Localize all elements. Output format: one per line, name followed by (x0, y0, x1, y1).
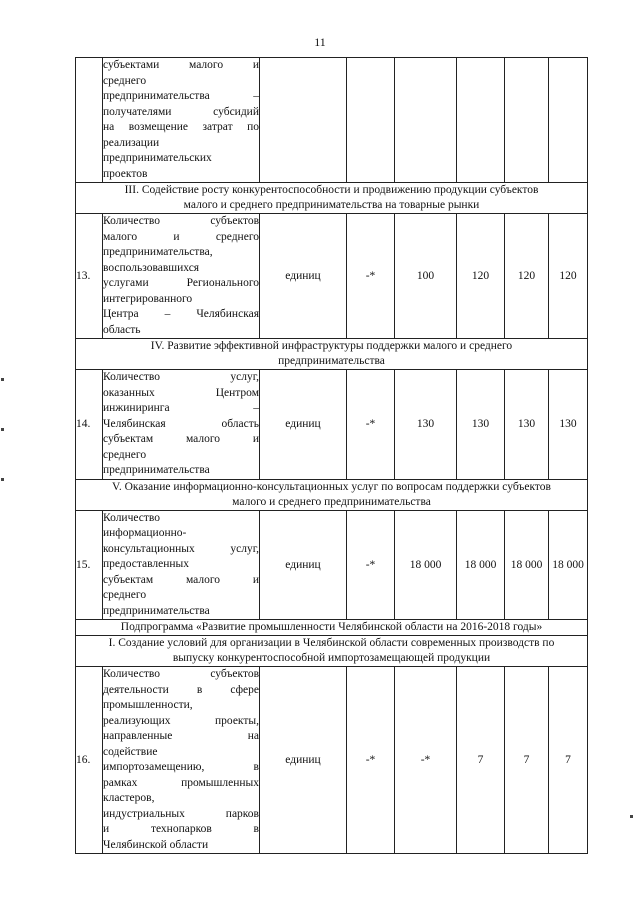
indicator-name-line: среднего (103, 448, 147, 461)
row-number-cell (76, 58, 103, 183)
indicator-name-line: предпринимательства – (103, 90, 259, 102)
indicator-name-line: рамках промышленных (103, 776, 259, 789)
indicator-name-line: область (103, 323, 141, 336)
indicator-name-line: содействие (103, 745, 158, 758)
value-cell: 120 (457, 214, 505, 339)
section-header-line: малого и среднего предпринимательства на товарные рынки (183, 199, 480, 211)
indicator-name-line: индустриальных парков (103, 807, 259, 820)
scan-mark (630, 815, 633, 818)
unit-cell: единиц (260, 667, 347, 854)
value-cell: 130 (505, 370, 549, 480)
indicator-name-line: малого и среднего (103, 230, 259, 243)
value-cell (347, 58, 395, 183)
indicator-name-line: Челябинской области (103, 838, 209, 851)
value-cell: 130 (549, 370, 588, 480)
section-header-line: I. Создание условий для организации в Челябинской области современных производств по (108, 637, 555, 649)
row-number-cell: 15. (76, 510, 103, 620)
indicator-name-cell (103, 510, 260, 620)
section-header-row (76, 339, 588, 370)
row-number-cell: 14. (76, 370, 103, 480)
section-header-cell (76, 636, 588, 667)
indicator-name-line: на возмещение затрат по (103, 121, 259, 133)
indicator-name-line: реализующих проекты, (103, 714, 259, 727)
value-cell: 18 000 (457, 510, 505, 620)
indicator-name-line: консультационных услуг, (103, 542, 259, 555)
value-cell: 7 (457, 667, 505, 854)
value-cell: 130 (457, 370, 505, 480)
page-number: 11 (314, 35, 326, 49)
indicator-name-line: информационно- (103, 527, 187, 539)
indicator-name-cell (103, 370, 260, 480)
value-cell (457, 58, 505, 183)
indicator-name-line: инжиниринга – (103, 402, 259, 414)
section-header-line: III. Содействие росту конкурентоспособности и продвижению продукции субъектов (124, 184, 539, 196)
indicator-name-line: получателями субсидий (103, 105, 259, 118)
section-header-row (76, 636, 588, 667)
indicator-name-line: и технопарков в (103, 823, 259, 835)
indicator-name-line: Количество субъектов (103, 668, 259, 680)
value-cell: -* (347, 510, 395, 620)
section-header-cell (76, 183, 588, 214)
indicator-name-line: Центра – Челябинская (103, 308, 259, 320)
section-header-row (76, 183, 588, 214)
indicator-name-cell (103, 667, 260, 854)
indicator-name-line: реализации (103, 136, 160, 149)
unit-cell: единиц (260, 370, 347, 480)
section-header-cell (76, 339, 588, 370)
indicator-name-line: Количество услуг, (103, 371, 259, 383)
indicator-name-line: промышленности, (103, 699, 193, 711)
indicator-name-line: предпринимательства (103, 464, 210, 476)
indicator-name-cell (103, 58, 260, 183)
unit-cell: единиц (260, 214, 347, 339)
value-cell: 120 (505, 214, 549, 339)
value-cell: 7 (549, 667, 588, 854)
indicator-name-line: предоставленных (103, 558, 190, 570)
indicator-name-line: кластеров, (103, 792, 155, 804)
value-cell: 7 (505, 667, 549, 854)
section-header-line: предпринимательства (278, 355, 385, 367)
indicator-name-line: направленные на (103, 730, 259, 742)
indicator-name-line: предпринимательства, (103, 246, 213, 258)
indicator-name-line: субъектами малого и (103, 59, 259, 71)
subprogram-title: Подпрограмма «Развитие промышленности Челябинской области на 2016-2018 годы» (120, 621, 543, 633)
indicator-name-line: предпринимательских (103, 152, 212, 164)
indicator-name-line: Количество (103, 511, 160, 524)
value-cell (549, 58, 588, 183)
indicator-name-line: деятельности в сфере (103, 683, 259, 696)
value-cell: 18 000 (395, 510, 457, 620)
indicator-name-line: субъектам малого и (103, 573, 259, 586)
section-header-line: выпуску конкурентоспособной импортозамещающей продукции (172, 652, 491, 664)
subprogram-header-row (76, 620, 588, 636)
subprogram-header-cell (76, 620, 588, 636)
value-cell: -* (395, 667, 457, 854)
value-cell: 18 000 (505, 510, 549, 620)
table-row (76, 58, 588, 183)
value-cell: 18 000 (549, 510, 588, 620)
indicator-name-line: проектов (103, 167, 148, 180)
section-header-row (76, 479, 588, 510)
unit-cell (260, 58, 347, 183)
value-cell (395, 58, 457, 183)
value-cell: 130 (395, 370, 457, 480)
indicator-name-line: субъектам малого и (103, 433, 259, 445)
indicator-name-line: предпринимательства (103, 604, 210, 617)
indicator-name-line: Челябинская область (103, 417, 259, 430)
indicator-name-line: импортозамещению, в (103, 761, 259, 773)
indicator-name-cell (103, 214, 260, 339)
indicators-table (75, 57, 588, 854)
unit-cell: единиц (260, 510, 347, 620)
table-row (76, 370, 588, 480)
scan-mark (1, 478, 4, 481)
indicator-name-line: услугами Регионального (103, 277, 259, 289)
indicator-name-line: воспользовавшихся (103, 261, 200, 274)
value-cell: -* (347, 667, 395, 854)
scan-mark (1, 428, 4, 431)
section-header-line: малого и среднего предпринимательства (232, 495, 431, 508)
value-cell (505, 58, 549, 183)
indicator-name-line: среднего (103, 74, 147, 87)
indicator-name-line: Количество субъектов (103, 215, 259, 227)
row-number-cell: 16. (76, 667, 103, 854)
value-cell: -* (347, 214, 395, 339)
row-number-cell: 13. (76, 214, 103, 339)
section-header-cell (76, 479, 588, 510)
indicator-name-line: интегрированного (103, 292, 193, 305)
scan-mark (1, 378, 4, 381)
value-cell: 100 (395, 214, 457, 339)
value-cell: 120 (549, 214, 588, 339)
table-row (76, 214, 588, 339)
indicator-name-line: среднего (103, 589, 147, 601)
section-header-line: IV. Развитие эффективной инфраструктуры поддержки малого и среднего (150, 340, 513, 352)
value-cell: -* (347, 370, 395, 480)
table-row (76, 510, 588, 620)
table-row (76, 667, 588, 854)
indicator-name-line: оказанных Центром (103, 386, 259, 399)
section-header-line: V. Оказание информационно-консультационных услуг по вопросам поддержки субъектов (112, 480, 551, 493)
